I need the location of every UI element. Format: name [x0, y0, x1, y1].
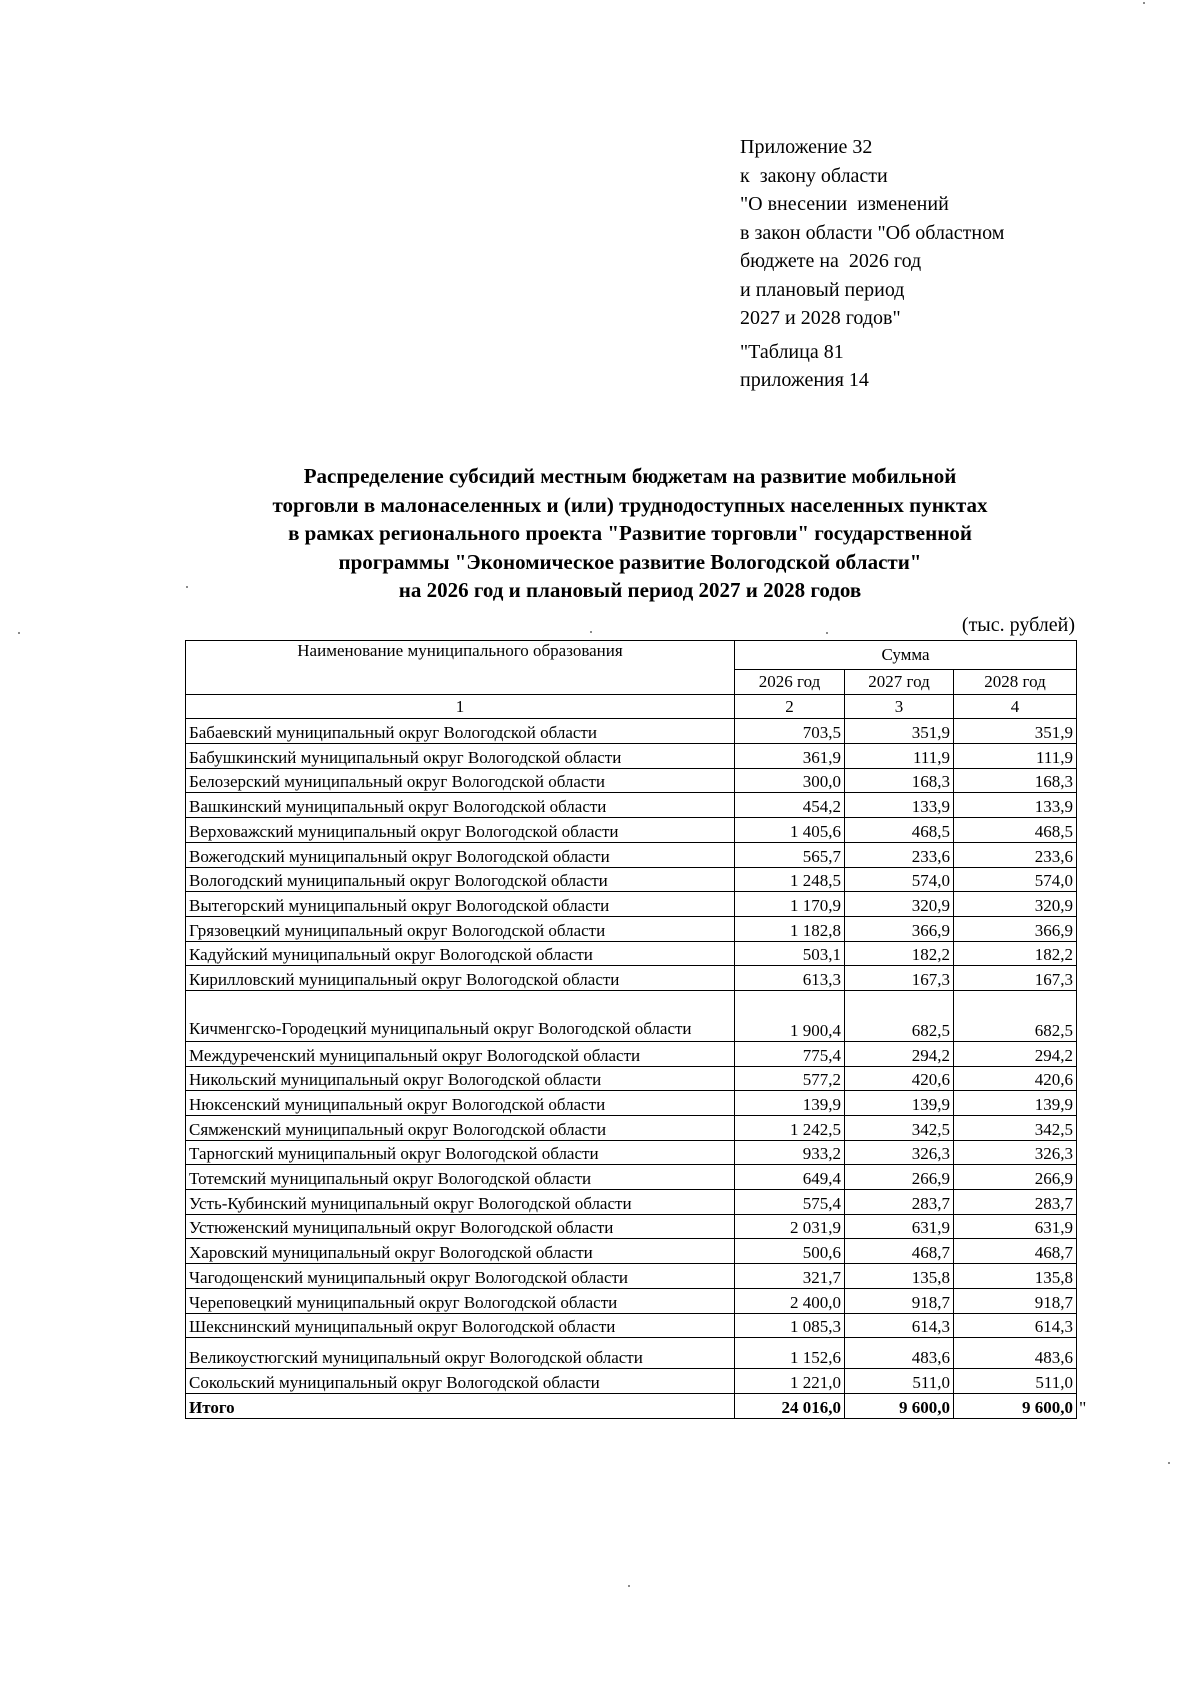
title-line: программы "Экономическое развитие Вологодской области" — [338, 549, 922, 574]
header-sum: Сумма — [735, 641, 1077, 670]
municipality-name: Белозерский муниципальный округ Вологодской области — [186, 768, 735, 793]
amount-2026: 565,7 — [735, 842, 845, 867]
annex-line: "О внесении изменений — [740, 193, 949, 215]
scan-speck — [826, 632, 828, 634]
amount-2028: 133,9 — [954, 793, 1077, 818]
amount-2026: 575,4 — [735, 1190, 845, 1215]
amount-2026: 613,3 — [735, 966, 845, 991]
amount-2026: 500,6 — [735, 1239, 845, 1264]
municipality-name: Тотемский муниципальный округ Вологодской области — [186, 1165, 735, 1190]
amount-2028: 631,9 — [954, 1214, 1077, 1239]
amount-2026: 2 400,0 — [735, 1288, 845, 1313]
amount-2027: 468,7 — [845, 1239, 954, 1264]
amount-2028: 266,9 — [954, 1165, 1077, 1190]
table-row — [186, 867, 1077, 892]
municipality-name: Вожегодский муниципальный округ Вологодской области — [186, 842, 735, 867]
total-label: Итого — [186, 1393, 735, 1418]
table-row — [186, 818, 1077, 843]
header-year: 2026 год — [735, 670, 845, 695]
municipality-name: Грязовецкий муниципальный округ Вологодской области — [186, 916, 735, 941]
amount-2026: 775,4 — [735, 1041, 845, 1066]
scan-speck — [628, 1585, 630, 1587]
amount-2026: 577,2 — [735, 1066, 845, 1091]
amount-2026: 2 031,9 — [735, 1214, 845, 1239]
table-row — [186, 744, 1077, 769]
header-year: 2027 год — [845, 670, 954, 695]
amount-2027: 631,9 — [845, 1214, 954, 1239]
amount-2028: 366,9 — [954, 916, 1077, 941]
amount-2027: 682,5 — [845, 990, 954, 1041]
municipality-name: Устюженский муниципальный округ Вологодской области — [186, 1214, 735, 1239]
table-row — [186, 1264, 1077, 1289]
scan-speck — [590, 631, 592, 633]
table-row — [186, 768, 1077, 793]
title-line: на 2026 год и плановый период 2027 и 2028 годов — [398, 578, 862, 603]
table-row — [186, 1066, 1077, 1091]
municipality-name: Харовский муниципальный округ Вологодской области — [186, 1239, 735, 1264]
scan-speck — [186, 586, 188, 588]
amount-2026: 1 152,6 — [735, 1338, 845, 1369]
table-row — [186, 990, 1077, 1041]
amount-2027: 511,0 — [845, 1369, 954, 1394]
table-row — [186, 1190, 1077, 1215]
municipality-name: Сокольский муниципальный округ Вологодской области — [186, 1369, 735, 1394]
municipality-name: Кичменгско-Городецкий муниципальный округ Вологодской области — [186, 990, 735, 1041]
units-label: (тыс. рублей) — [961, 614, 1075, 636]
table-row — [186, 1313, 1077, 1338]
amount-2028: 614,3 — [954, 1313, 1077, 1338]
document-title — [160, 462, 1100, 605]
municipality-name: Череповецкий муниципальный округ Вологодской области — [186, 1288, 735, 1313]
table-row — [186, 941, 1077, 966]
column-numbers-row — [186, 694, 1077, 719]
municipality-name: Никольский муниципальный округ Вологодской области — [186, 1066, 735, 1091]
scan-speck — [1168, 1462, 1170, 1464]
amount-2026: 503,1 — [735, 941, 845, 966]
amount-2027: 168,3 — [845, 768, 954, 793]
header-name: Наименование муниципального образования — [186, 641, 735, 695]
table-header-row — [186, 641, 1077, 670]
amount-2027: 139,9 — [845, 1091, 954, 1116]
municipality-name: Бабушкинский муниципальный округ Вологодской области — [186, 744, 735, 769]
column-number: 2 — [735, 694, 845, 719]
municipality-name: Междуреченский муниципальный округ Вологодской области — [186, 1041, 735, 1066]
amount-2027: 420,6 — [845, 1066, 954, 1091]
table-row — [186, 1288, 1077, 1313]
amount-2026: 1 170,9 — [735, 892, 845, 917]
municipality-name: Бабаевский муниципальный округ Вологодской области — [186, 719, 735, 744]
amount-2026: 703,5 — [735, 719, 845, 744]
total-2028: 9 600,0 — [954, 1393, 1077, 1418]
table-row — [186, 1214, 1077, 1239]
amount-2027: 351,9 — [845, 719, 954, 744]
amount-2027: 283,7 — [845, 1190, 954, 1215]
amount-2028: 139,9 — [954, 1091, 1077, 1116]
amount-2028: 135,8 — [954, 1264, 1077, 1289]
annex-line: к закону области — [740, 164, 888, 187]
amount-2028: 511,0 — [954, 1369, 1077, 1394]
amount-2027: 468,5 — [845, 818, 954, 843]
amount-2027: 167,3 — [845, 966, 954, 991]
annex-line: бюджете на 2026 год — [740, 250, 922, 272]
amount-2026: 1 085,3 — [735, 1313, 845, 1338]
subsidy-table — [185, 640, 1077, 1419]
municipality-name: Вологодский муниципальный округ Вологодской области — [186, 867, 735, 892]
table-row — [186, 1165, 1077, 1190]
amount-2027: 266,9 — [845, 1165, 954, 1190]
amount-2028: 326,3 — [954, 1140, 1077, 1165]
municipality-name: Кирилловский муниципальный округ Вологодской области — [186, 966, 735, 991]
column-number: 1 — [186, 694, 735, 719]
amount-2028: 182,2 — [954, 941, 1077, 966]
scan-speck — [18, 632, 20, 634]
table-row — [186, 719, 1077, 744]
amount-2028: 320,9 — [954, 892, 1077, 917]
amount-2028: 168,3 — [954, 768, 1077, 793]
amount-2028: 468,5 — [954, 818, 1077, 843]
amount-2027: 320,9 — [845, 892, 954, 917]
annex-header — [740, 133, 1004, 395]
table-row — [186, 1140, 1077, 1165]
amount-2026: 454,2 — [735, 793, 845, 818]
header-year: 2028 год — [954, 670, 1077, 695]
title-line: торговли в малонаселенных и (или) труднодоступных населенных пунктах — [272, 492, 988, 517]
amount-2028: 233,6 — [954, 842, 1077, 867]
total-2027: 9 600,0 — [845, 1393, 954, 1418]
table-row — [186, 966, 1077, 991]
table-ref-line: приложения 14 — [740, 369, 869, 391]
amount-2027: 342,5 — [845, 1116, 954, 1141]
table-row — [186, 1239, 1077, 1264]
amount-2028: 167,3 — [954, 966, 1077, 991]
amount-2026: 1 405,6 — [735, 818, 845, 843]
table-row — [186, 1338, 1077, 1369]
municipality-name: Великоустюгский муниципальный округ Вологодской области — [186, 1338, 735, 1369]
amount-2028: 283,7 — [954, 1190, 1077, 1215]
table-row — [186, 793, 1077, 818]
amount-2026: 361,9 — [735, 744, 845, 769]
municipality-name: Сямженский муниципальный округ Вологодской области — [186, 1116, 735, 1141]
municipality-name: Усть-Кубинский муниципальный округ Вологодской области — [186, 1190, 735, 1215]
municipality-name: Шекснинский муниципальный округ Вологодской области — [186, 1313, 735, 1338]
amount-2028: 420,6 — [954, 1066, 1077, 1091]
column-number: 4 — [954, 694, 1077, 719]
amount-2026: 321,7 — [735, 1264, 845, 1289]
municipality-name: Кадуйский муниципальный округ Вологодской области — [186, 941, 735, 966]
municipality-name: Нюксенский муниципальный округ Вологодской области — [186, 1091, 735, 1116]
amount-2028: 918,7 — [954, 1288, 1077, 1313]
amount-2027: 366,9 — [845, 916, 954, 941]
table-row — [186, 1091, 1077, 1116]
annex-line: и плановый период — [740, 278, 905, 301]
amount-2027: 294,2 — [845, 1041, 954, 1066]
scan-speck — [1143, 2, 1145, 4]
amount-2027: 918,7 — [845, 1288, 954, 1313]
amount-2026: 1 900,4 — [735, 990, 845, 1041]
annex-line: в закон области "Об областном — [740, 221, 1005, 244]
amount-2026: 1 182,8 — [735, 916, 845, 941]
amount-2027: 133,9 — [845, 793, 954, 818]
table-ref-line: "Таблица 81 — [740, 340, 844, 363]
amount-2027: 483,6 — [845, 1338, 954, 1369]
table-row — [186, 892, 1077, 917]
total-row — [186, 1393, 1077, 1418]
amount-2027: 135,8 — [845, 1264, 954, 1289]
amount-2028: 574,0 — [954, 867, 1077, 892]
amount-2026: 1 248,5 — [735, 867, 845, 892]
closing-quote: " — [1079, 1398, 1087, 1418]
table-row — [186, 1369, 1077, 1394]
amount-2027: 182,2 — [845, 941, 954, 966]
amount-2026: 933,2 — [735, 1140, 845, 1165]
municipality-name: Вытегорский муниципальный округ Вологодской области — [186, 892, 735, 917]
amount-2026: 649,4 — [735, 1165, 845, 1190]
title-line: в рамках регионального проекта "Развитие торговли" государственной — [288, 521, 972, 546]
table-row — [186, 1041, 1077, 1066]
table-row — [186, 842, 1077, 867]
municipality-name: Чагодощенский муниципальный округ Вологодской области — [186, 1264, 735, 1289]
annex-line: Приложение 32 — [740, 136, 873, 158]
amount-2028: 351,9 — [954, 719, 1077, 744]
amount-2026: 1 242,5 — [735, 1116, 845, 1141]
amount-2026: 300,0 — [735, 768, 845, 793]
amount-2028: 111,9 — [954, 744, 1077, 769]
amount-2027: 233,6 — [845, 842, 954, 867]
municipality-name: Тарногский муниципальный округ Вологодской области — [186, 1140, 735, 1165]
municipality-name: Верховажский муниципальный округ Вологодской области — [186, 818, 735, 843]
amount-2027: 614,3 — [845, 1313, 954, 1338]
amount-2027: 326,3 — [845, 1140, 954, 1165]
column-number: 3 — [845, 694, 954, 719]
amount-2028: 342,5 — [954, 1116, 1077, 1141]
title-line: Распределение субсидий местным бюджетам на развитие мобильной — [303, 464, 957, 488]
amount-2028: 483,6 — [954, 1338, 1077, 1369]
amount-2028: 682,5 — [954, 990, 1077, 1041]
municipality-name: Вашкинский муниципальный округ Вологодской области — [186, 793, 735, 818]
amount-2027: 111,9 — [845, 744, 954, 769]
amount-2027: 574,0 — [845, 867, 954, 892]
table-row — [186, 1116, 1077, 1141]
total-2026: 24 016,0 — [735, 1393, 845, 1418]
amount-2028: 294,2 — [954, 1041, 1077, 1066]
amount-2026: 139,9 — [735, 1091, 845, 1116]
amount-2028: 468,7 — [954, 1239, 1077, 1264]
amount-2026: 1 221,0 — [735, 1369, 845, 1394]
table-row — [186, 916, 1077, 941]
annex-line: 2027 и 2028 годов" — [740, 307, 901, 329]
